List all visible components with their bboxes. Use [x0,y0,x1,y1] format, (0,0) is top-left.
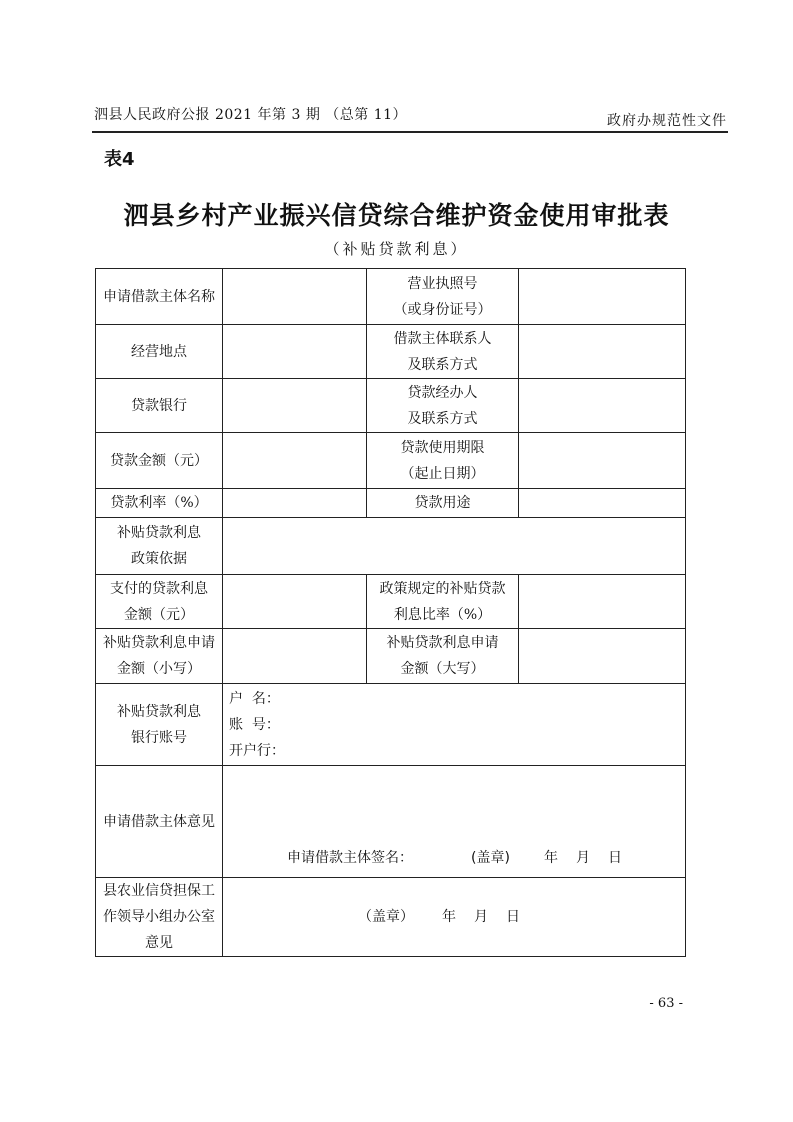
header-rule [92,131,728,133]
label-line: 及联系方式 [407,356,478,373]
month-label: 月 [474,909,488,925]
label-line: 贷款使用期限 [400,439,485,456]
policy-basis-field[interactable] [223,518,686,575]
seal-label: (盖章) [471,850,510,866]
label-line: 补贴贷款利息 [117,703,201,720]
label-line: 贷款经办人 [407,384,478,401]
label-line: 利息比率（%） [393,606,492,623]
loan-officer-label [367,379,519,433]
bulletin-header: 泗县人民政府公报 2021 年第 3 期 （总第 11） [94,107,408,123]
label-line: 政策规定的补贴贷款 [379,580,506,597]
paid-interest-label [96,575,223,629]
paid-interest-field[interactable] [223,575,367,629]
subsidy-amount-lower-field[interactable] [223,629,367,684]
interest-rate-field[interactable] [223,489,367,518]
label-line: 支付的贷款利息 [110,580,208,597]
subsidy-ratio-label [367,575,519,629]
approval-form-table [95,268,686,957]
label-line: 金额（大写） [400,661,485,677]
applicant-opinion-field[interactable] [223,766,686,878]
form-row [96,433,686,489]
bank-account-label [96,684,223,766]
day-label: 日 [607,850,622,866]
year-label: 年 [543,850,558,866]
license-number-field[interactable] [519,269,686,325]
applicant-opinion-label: 申请借款主体意见 [96,766,223,878]
label-line: 金额（小写） [117,661,201,677]
policy-basis-label [96,518,223,575]
business-location-label: 经营地点 [96,325,223,379]
label-line: 作领导小组办公室 [103,909,215,925]
contact-person-field[interactable] [519,325,686,379]
subsidy-amount-upper-label [367,629,519,684]
document-category: 政府办规范性文件 [607,113,727,129]
opening-bank-label: 开户行： [229,742,285,759]
form-row [96,489,686,518]
form-row [96,269,686,325]
label-line: 意见 [145,935,173,951]
form-row [96,575,686,629]
form-row [96,325,686,379]
loan-amount-label: 贷款金额（元） [96,433,223,489]
seal-label: （盖章） [358,909,414,925]
year-label: 年 [442,909,456,925]
signature-label: 申请借款主体签名： [287,850,413,866]
loan-term-label [367,433,519,489]
business-location-field[interactable] [223,325,367,379]
bank-account-field[interactable] [223,684,686,766]
label-line: 补贴贷款利息 [117,525,201,541]
loan-purpose-label: 贷款用途 [367,489,519,518]
page-number: - 63 - [649,996,683,1011]
label-line: 政策依据 [131,551,187,567]
label-line: （或身份证号） [393,301,492,318]
loan-purpose-field[interactable] [519,489,686,518]
subsidy-ratio-field[interactable] [519,575,686,629]
loan-officer-field[interactable] [519,379,686,433]
label-line: 补贴贷款利息申请 [103,635,215,651]
form-title: 泗县乡村产业振兴信贷综合维护资金使用审批表 [123,201,670,230]
label-line: 借款主体联系人 [393,330,492,347]
form-row [96,684,686,766]
label-line: （起止日期） [400,465,485,482]
contact-person-label [367,325,519,379]
office-seal-line [229,904,679,930]
account-name-line [229,686,679,712]
label-line: 金额（元） [124,606,194,623]
form-row [96,379,686,433]
day-label: 日 [506,909,520,925]
month-label: 月 [575,850,590,866]
account-number-line [229,712,679,738]
account-number-label: 账 号： [229,716,280,733]
label-line: 及联系方式 [407,410,478,427]
signature-line [223,845,685,871]
license-number-label [367,269,519,325]
office-opinion-label [96,878,223,957]
opening-bank-line [229,738,679,764]
subsidy-amount-lower-label [96,629,223,684]
loan-bank-label: 贷款银行 [96,379,223,433]
account-name-label: 户 名： [229,690,280,707]
subsidy-amount-upper-field[interactable] [519,629,686,684]
loan-term-field[interactable] [519,433,686,489]
label-line: 营业执照号 [407,275,478,292]
applicant-name-label: 申请借款主体名称 [96,269,223,325]
loan-amount-field[interactable] [223,433,367,489]
loan-bank-field[interactable] [223,379,367,433]
label-line: 银行账号 [131,729,187,746]
form-row [96,629,686,684]
form-row [96,518,686,575]
office-opinion-field[interactable] [223,878,686,957]
interest-rate-label: 贷款利率（%） [96,489,223,518]
form-subtitle: （补贴贷款利息） [324,240,469,258]
table-number: 表4 [104,149,135,170]
label-line: 补贴贷款利息申请 [386,635,499,651]
label-line: 县农业信贷担保工 [103,883,215,899]
applicant-name-field[interactable] [223,269,367,325]
form-row [96,766,686,878]
form-row [96,878,686,957]
